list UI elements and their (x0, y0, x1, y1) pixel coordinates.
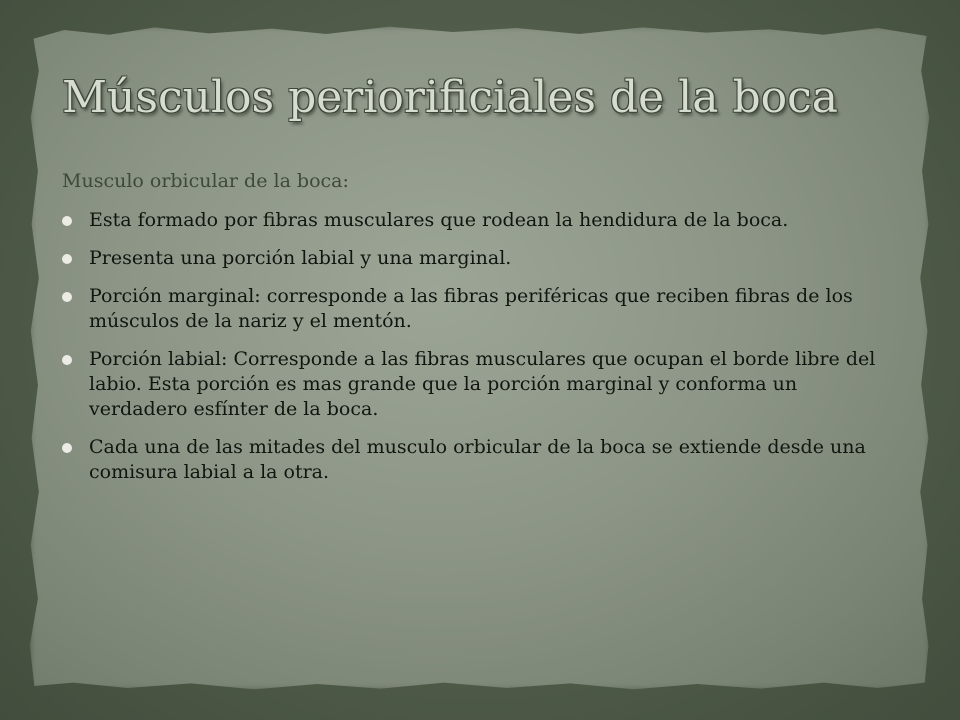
bullet-text: Esta formado por fibras musculares que rodean la hendidura de la boca. (89, 209, 789, 231)
bullet-item (62, 284, 892, 334)
bullet-item (62, 208, 892, 233)
bullet-text: Cada una de las mitades del musculo orbicular de la boca se extiende desde una comisura labial a la otra. (89, 436, 866, 483)
bullet-text: Presenta una porción labial y una marginal. (89, 247, 512, 269)
bullet-item (62, 347, 892, 422)
lead-text: Musculo orbicular de la boca: (62, 170, 349, 192)
bullet-dot-icon (62, 443, 72, 453)
bullet-text: Porción marginal: corresponde a las fibras periféricas que reciben fibras de los músculos de la nariz y el mentón. (89, 285, 853, 332)
bullet-dot-icon (62, 254, 72, 264)
bullet-dot-icon (62, 216, 72, 226)
bullet-text: Porción labial: Corresponde a las fibras musculares que ocupan el borde libre del labio. Esta porción es mas grande que la porción marginal y conforma un verdadero esfínter de la boca. (89, 348, 876, 420)
bullet-list (62, 208, 892, 485)
bullet-item (62, 246, 892, 271)
bullet-dot-icon (62, 292, 72, 302)
bullet-item (62, 435, 892, 485)
slide-body (62, 168, 892, 498)
bullet-dot-icon (62, 355, 72, 365)
slide-title: Músculos periorificiales de la boca (62, 72, 838, 123)
